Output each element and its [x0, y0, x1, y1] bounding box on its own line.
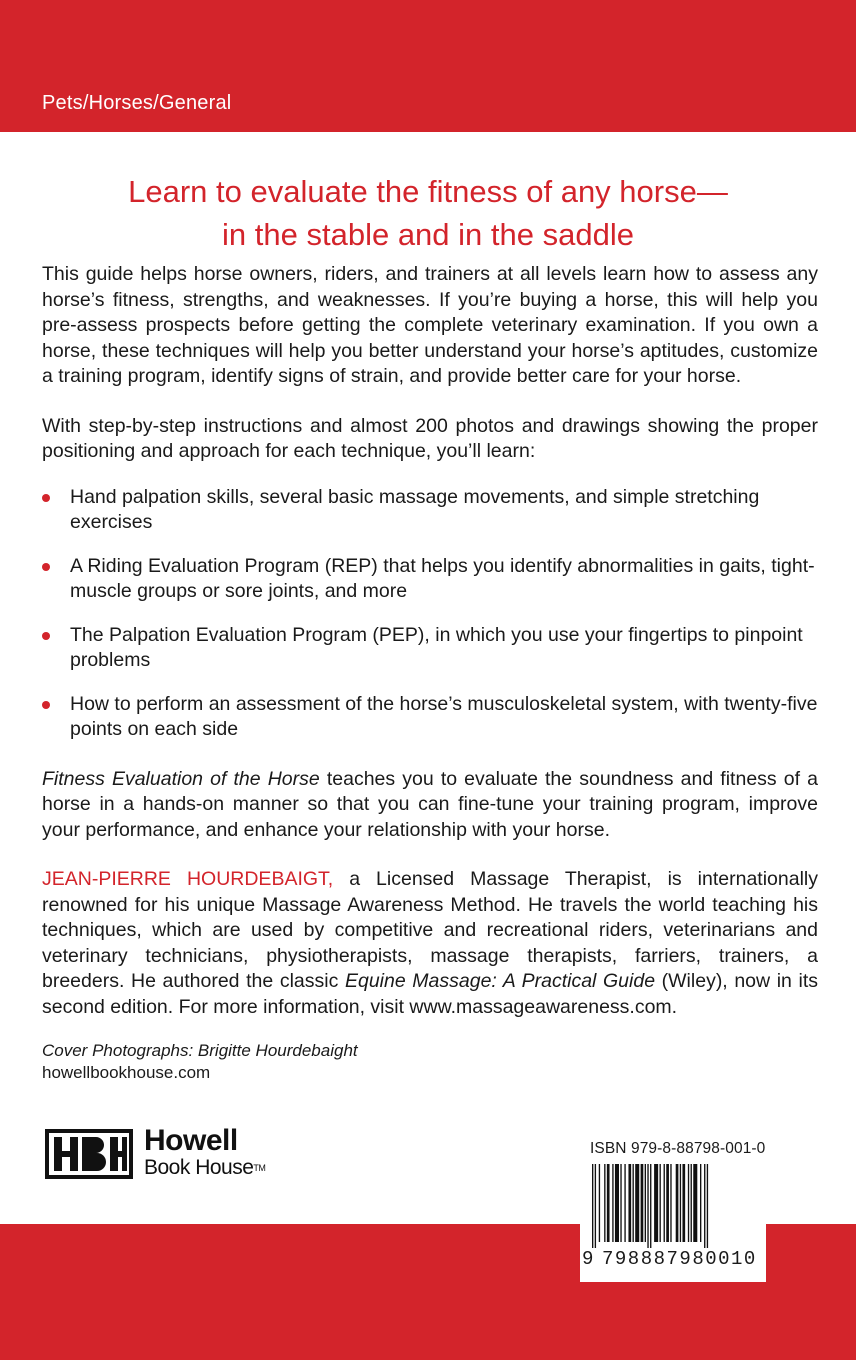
barcode-bar — [612, 1164, 613, 1242]
isbn-barcode: ISBN 979-8-88798-001-0 9 798887980010 — [580, 1136, 766, 1282]
bullet-icon — [42, 563, 50, 571]
publisher-logo — [44, 1124, 284, 1184]
barcode-bar — [624, 1164, 625, 1242]
credits — [42, 1040, 358, 1084]
barcode-bar — [650, 1164, 651, 1248]
barcode-bar — [670, 1164, 671, 1242]
trademark: TM — [253, 1163, 266, 1173]
barcode-bar — [595, 1164, 596, 1248]
headline-line-1: Learn to evaluate the fitness of any horse— — [128, 174, 728, 209]
list-item: The Palpation Evaluation Program (PEP), in which you use your fingertips to pinpoint problems — [42, 623, 818, 674]
barcode-bar — [704, 1164, 705, 1248]
barcode-bar — [700, 1164, 701, 1242]
barcode-bar — [707, 1164, 708, 1248]
barcode-bar — [615, 1164, 619, 1242]
bullet-icon — [42, 632, 50, 640]
barcode-bar — [635, 1164, 639, 1242]
barcode-bar — [645, 1164, 646, 1242]
list-item: A Riding Evaluation Program (REP) that helps you identify abnormalities in gaits, tight-muscle groups or sore joints, and more — [42, 554, 818, 605]
barcode-icon — [588, 1164, 758, 1248]
publisher-website: howellbookhouse.com — [42, 1063, 211, 1082]
barcode-bar — [691, 1164, 692, 1242]
bullet-icon — [42, 701, 50, 709]
barcode-bar — [680, 1164, 681, 1242]
barcode-bar — [592, 1164, 593, 1248]
barcode-bar — [693, 1164, 697, 1242]
barcode-bar — [647, 1164, 648, 1248]
barcode-bar — [604, 1164, 605, 1242]
book-title: Fitness Evaluation of the Horse — [42, 767, 320, 790]
barcode-bar — [676, 1164, 679, 1242]
intro-paragraph: This guide helps horse owners, riders, and trainers at all levels learn how to assess any horse’s fitness, strengths, and weaknesses. If you’re buying a horse, this will help you pre-assess prospects before getting the complete veterinary examination. If you own a horse, these techniques will help you better understand your horse’s aptitudes, customize a training program, identify signs of strain, and provide better care for your horse. — [42, 263, 818, 387]
back-cover-copy — [42, 262, 818, 1020]
publisher-name-line-1: Howell — [144, 1124, 238, 1157]
barcode-bar — [641, 1164, 644, 1242]
category-label: Pets/Horses/General — [42, 92, 232, 114]
barcode-bar — [607, 1164, 610, 1242]
barcode-bar — [628, 1164, 631, 1242]
isbn-label: ISBN 979-8-88798-001-0 — [590, 1140, 766, 1157]
list-item: How to perform an assessment of the horse’s musculoskeletal system, with twenty-five points on each side — [42, 692, 818, 743]
lead-paragraph: With step-by-step instructions and almost 200 photos and drawings showing the proper positioning and approach for each technique, you’ll learn: — [42, 414, 818, 462]
author-bio: JEAN-PIERRE HOURDEBAIGT, a Licensed Massage Therapist, is internationally renowned for his unique Massage Awareness Method. He travels the world teaching his techniques, which are used by competitive and recreational riders, veterinarians and veterinary technicians, physiotherapists, massage therapists, farriers, trainers, a breeders. He authored the classic Equine Massage: A Practical Guide (Wiley), now in its second edition. For more information, visit www.massageawareness.com. — [42, 868, 819, 1018]
barcode-bar — [688, 1164, 689, 1242]
headline — [42, 170, 814, 256]
barcode-bar — [666, 1164, 669, 1242]
barcode-bar — [682, 1164, 685, 1242]
photo-credit: Cover Photographs: Brigitte Hourdebaight — [42, 1041, 358, 1060]
learning-list — [42, 485, 818, 743]
previous-book-title: Equine Massage: A Practical Guide — [344, 970, 656, 992]
hbh-logo-icon — [44, 1128, 134, 1180]
barcode-bar — [664, 1164, 665, 1242]
barcode-bar — [660, 1164, 661, 1242]
author-name: JEAN-PIERRE HOURDEBAIGT, — [42, 868, 334, 890]
list-item: Hand palpation skills, several basic massage movements, and simple stretching exercises — [42, 485, 818, 536]
barcode-bar — [620, 1164, 621, 1242]
headline-line-2: in the stable and in the saddle — [222, 217, 634, 252]
summary-paragraph: Fitness Evaluation of the Horse teaches you to evaluate the soundness and fitness of a horse in a hands-on manner so that you can fine-tune your training program, improve your performance, and enhance your relationship with your horse. — [42, 767, 818, 841]
barcode-bar — [633, 1164, 634, 1242]
barcode-bar — [599, 1164, 600, 1242]
barcode-bar — [654, 1164, 658, 1242]
publisher-name-line-2: Book House™ — [144, 1156, 266, 1179]
bullet-icon — [42, 494, 50, 502]
